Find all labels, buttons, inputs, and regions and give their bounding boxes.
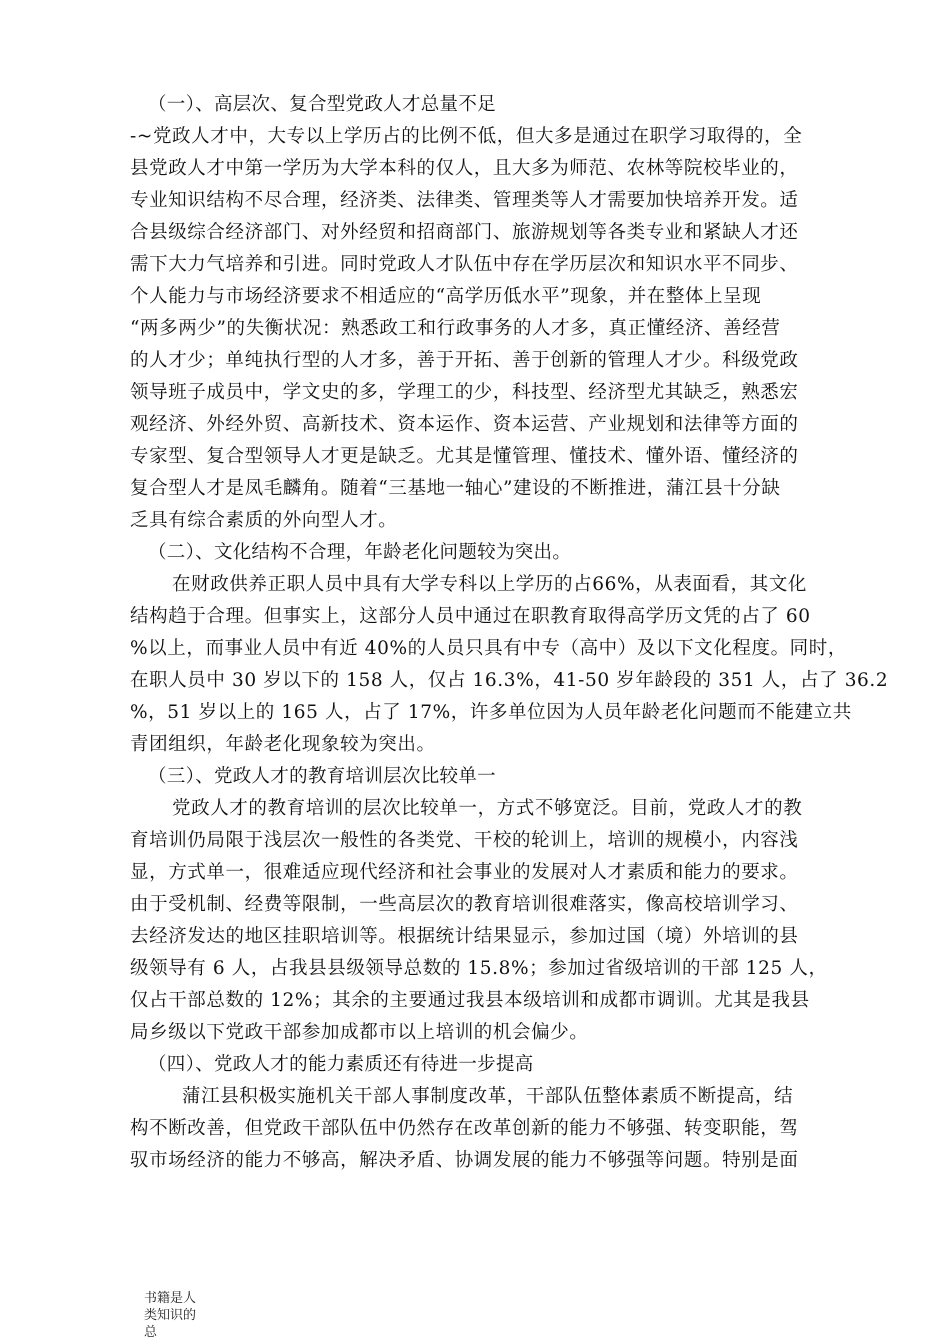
section-3-line-8: 局乡级以下党政干部参加成都市以上培训的机会偏少。 — [130, 1022, 589, 1043]
section-1-heading: （一）、高层次、复合型党政人才总量不足 — [148, 94, 496, 115]
section-1-line-3: 专业知识结构不尽合理，经济类、法律类、管理类等人才需要加快培养开发。适 — [130, 190, 799, 211]
section-1-line-4: 合县级综合经济部门、对外经贸和招商部门、旅游规划等各类专业和紧缺人才还 — [130, 222, 799, 243]
section-2-line-3: %以上，而事业人员中有近 40%的人员只具有中专（高中）及以下文化程度。同时， — [130, 638, 847, 659]
section-1-line-6: 个人能力与市场经济要求不相适应的“高学历低水平”现象，并在整体上呈现 — [130, 286, 762, 307]
section-3-heading: （三）、党政人才的教育培训层次比较单一 — [148, 766, 496, 787]
section-3-line-2: 育培训仍局限于浅层次一般性的各类党、干校的轮训上，培训的规模小，内容浅 — [130, 830, 799, 851]
section-3-line-3: 显，方式单一，很难适应现代经济和社会事业的发展对人才素质和能力的要求。 — [130, 862, 799, 883]
section-2-line-2: 结构趋于合理。但事实上，这部分人员中通过在职教育取得高学历文凭的占了 60 — [130, 606, 811, 627]
section-3-line-6: 级领导有 6 人，占我县县级领导总数的 15.8%；参加过省级培训的干部 125 人， — [130, 958, 828, 979]
section-2-line-5: %，51 岁以上的 165 人，占了 17%，许多单位因为人员年龄老化问题而不能建立共 — [130, 702, 852, 723]
section-2-line-1: 在财政供养正职人员中具有大学专科以上学历的占66%，从表面看，其文化 — [172, 574, 808, 595]
section-1-line-11: 专家型、复合型领导人才更是缺乏。尤其是懂管理、懂技术、懂外语、懂经济的 — [130, 446, 799, 467]
section-1-line-5: 需下大力气培养和引进。同时党政人才队伍中存在学历层次和知识水平不同步、 — [130, 254, 799, 275]
section-4-line-3: 驭市场经济的能力不够高，解决矛盾、协调发展的能力不够强等问题。特别是面 — [130, 1150, 799, 1171]
section-1-line-8: 的人才少；单纯执行型的人才多，善于开拓、善于创新的管理人才少。科级党政 — [130, 350, 799, 371]
section-1-line-9: 领导班子成员中，学文史的多，学理工的少，科技型、经济型尤其缺乏，熟悉宏 — [130, 382, 799, 403]
section-1-line-12: 复合型人才是凤毛麟角。随着“三基地一轴心”建设的不断推进，蒲江县十分缺 — [130, 478, 781, 499]
section-1-line-2: 县党政人才中第一学历为大学本科的仅人，且大多为师范、农林等院校毕业的， — [130, 158, 799, 179]
section-2-line-6: 青团组织，年龄老化现象较为突出。 — [130, 734, 436, 755]
section-2-heading: （二）、文化结构不合理，年龄老化问题较为突出。 — [148, 542, 572, 563]
section-4-heading: （四）、党政人才的能力素质还有待进一步提高 — [148, 1054, 534, 1075]
section-4-line-2: 构不断改善，但党政干部队伍中仍然存在改革创新的能力不够强、转变职能，驾 — [130, 1118, 799, 1139]
section-3-line-7: 仅占干部总数的 12%；其余的主要通过我县本级培训和成都市调训。尤其是我县 — [130, 990, 810, 1011]
section-1-line-7: “两多两少”的失衡状况：熟悉政工和行政事务的人才多，真正懂经济、善经营 — [130, 318, 781, 339]
footer-note: 书籍是人类知识的总 — [144, 1291, 197, 1340]
section-2-line-4: 在职人员中 30 岁以下的 158 人，仅占 16.3%，41-50 岁年龄段的 351 人，占了 36.2 — [130, 670, 889, 691]
section-1-line-1: -~党政人才中，大专以上学历占的比例不低，但大多是通过在职学习取得的，全 — [130, 126, 803, 147]
section-1-line-13: 乏具有综合素质的外向型人才。 — [130, 510, 398, 531]
section-3-line-5: 去经济发达的地区挂职培训等。根据统计结果显示，参加过国（境）外培训的县 — [130, 926, 799, 947]
section-4-line-1: 蒲江县积极实施机关干部人事制度改革，干部队伍整体素质不断提高，结 — [182, 1086, 794, 1107]
section-3-line-1: 党政人才的教育培训的层次比较单一，方式不够宽泛。目前，党政人才的教 — [172, 798, 803, 819]
section-3-line-4: 由于受机制、经费等限制，一些高层次的教育培训很难落实，像高校培训学习、 — [130, 894, 799, 915]
section-1-line-10: 观经济、外经外贸、高新技术、资本运作、资本运营、产业规划和法律等方面的 — [130, 414, 799, 435]
